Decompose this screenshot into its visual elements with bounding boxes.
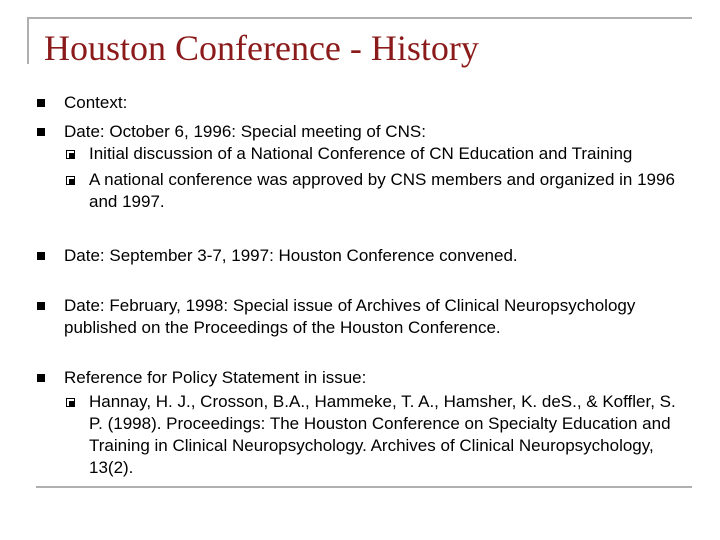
bullet-text: Reference for Policy Statement in issue: (64, 368, 367, 387)
square-bullet-icon (37, 99, 45, 107)
square-bullet-icon (37, 128, 45, 136)
frame-left-rule (27, 17, 29, 64)
checkbox-bullet-icon (66, 176, 75, 185)
square-bullet-icon (37, 374, 45, 382)
bullet-text: Date: September 3-7, 1997: Houston Conference convened. (64, 246, 518, 265)
sub-bullet-text: Hannay, H. J., Crosson, B.A., Hammeke, T. A., Hamsher, K. deS., & Koffler, S. P. (1998). Proceedings: The Houston Conference on Specialty Education and Training in Clinical Neuropsychology. Archives of Clinical Neuropsychology, 13(2). (89, 392, 676, 477)
square-bullet-icon (37, 252, 45, 260)
sub-bullet-text: A national conference was approved by CNS members and organized in 1996 and 1997. (89, 170, 675, 211)
sub-bullet-text: Initial discussion of a National Conference of CN Education and Training (89, 144, 633, 163)
checkbox-bullet-icon (66, 150, 75, 159)
bottom-rule (36, 486, 692, 488)
bullet-text: Context: (64, 93, 128, 112)
square-bullet-icon (37, 302, 45, 310)
checkbox-bullet-icon (66, 398, 75, 407)
bullet-text: Date: February, 1998: Special issue of Archives of Clinical Neuropsychology published on the Proceedings of the Houston Conference. (64, 296, 636, 337)
slide-title: Houston Conference - History (44, 28, 479, 68)
bullet-text: Date: October 6, 1996: Special meeting of CNS: (64, 122, 426, 141)
frame-top-rule (28, 17, 692, 19)
